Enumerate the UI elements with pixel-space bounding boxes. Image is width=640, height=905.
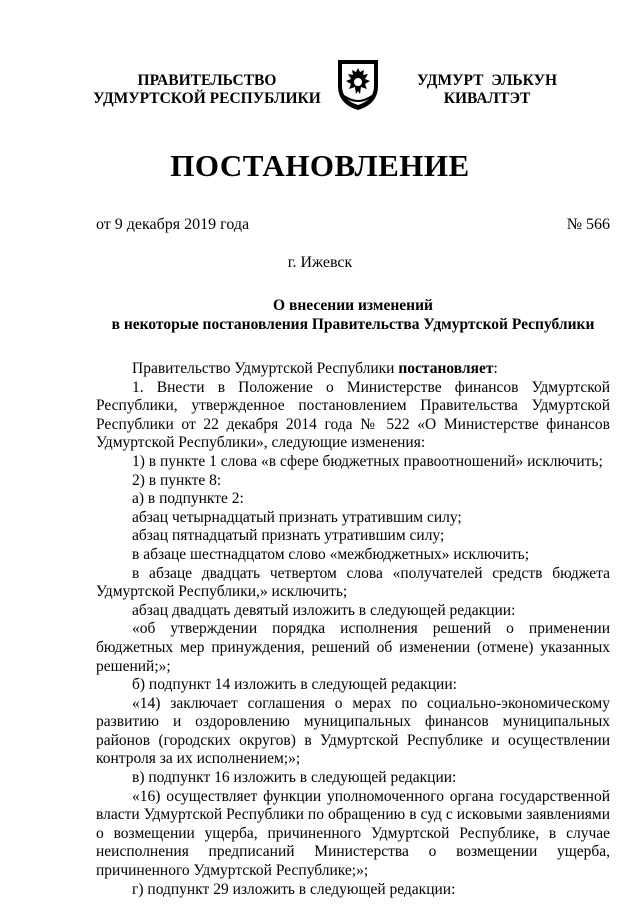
document-subject	[96, 296, 610, 334]
body-paragraph: абзац четырнадцатый признать утратившим силу;	[132, 508, 462, 526]
body-paragraph: в) подпункт 16 изложить в следующей редакции:	[132, 769, 457, 787]
document-number: № 566	[566, 216, 610, 233]
government-name-line-2: УДМУРТСКОЙ РЕСПУБЛИКИ	[93, 90, 321, 107]
body-paragraph: в абзаце двадцать четвертом слова «получателей средств бюджета Удмуртской Республики,» исключить;	[96, 564, 610, 601]
government-name-udmurt	[404, 72, 570, 108]
document-date: от 9 декабря 2019 года	[96, 216, 250, 233]
subject-line-2: в некоторые постановления Правительства Удмуртской Республики	[111, 316, 595, 333]
government-name-russian	[62, 72, 352, 108]
government-name-line-1: ПРАВИТЕЛЬСТВО	[137, 72, 277, 89]
subject-line-1: О внесении изменений	[273, 297, 433, 314]
body-paragraph: в абзаце шестнадцатом слово «межбюджетных» исключить;	[132, 545, 530, 563]
body-paragraph: 2) в пункте 8:	[132, 471, 222, 489]
government-name-udmurt-line-1: УДМУРТ ЭЛЬКУН	[416, 72, 558, 89]
preamble-colon: :	[493, 360, 498, 377]
preamble-text: Правительство Удмуртской Республики	[132, 360, 399, 377]
document-city: г. Ижевск	[287, 254, 353, 271]
body-paragraph: а) в подпункте 2:	[132, 490, 244, 508]
document-body	[96, 360, 610, 899]
body-paragraph: «об утверждении порядка исполнения решений о применении бюджетных мер принуждения, решений об изменении (отмене) указанных решений;»;	[96, 620, 610, 675]
body-paragraph: б) подпункт 14 изложить в следующей редакции:	[132, 676, 457, 694]
udmurt-coat-of-arms-icon	[334, 56, 382, 112]
body-paragraph: абзац двадцать девятый изложить в следующей редакции:	[132, 601, 516, 619]
body-paragraph: 1) в пункте 1 слова «в сфере бюджетных правоотношений» исключить;	[132, 452, 603, 470]
body-paragraph: «16) осуществляет функции уполномоченного органа государственной власти Удмуртской Республики по обращению в суд с исковыми заявлениями о возмещении ущерба, причиненного Удмуртской Республике, в случае неисполнения предписаний Министерства о возмещении ущерба, причиненного Удмуртской Республике;»;	[96, 787, 610, 880]
body-paragraph: 1. Внести в Положение о Министерстве финансов Удмуртской Республики, утвержденное постановлением Правительства Удмуртской Республики от 22 декабря 2014 года № 522 «О Министерстве финансов Удмуртской Республики», следующие изменения:	[96, 378, 610, 452]
preamble-bold-verb: постановляет	[398, 360, 494, 377]
document-title: ПОСТАНОВЛЕНИЕ	[170, 148, 470, 183]
body-paragraph: г) подпункт 29 изложить в следующей редакции:	[132, 880, 456, 898]
body-paragraph: абзац пятнадцатый признать утратившим силу;	[132, 527, 445, 545]
preamble-paragraph	[96, 360, 610, 379]
government-name-udmurt-line-2: КИВАЛТЭТ	[443, 90, 531, 107]
body-paragraph: «14) заключает соглашения о мерах по социально-экономическому развитию и оздоровлению муниципальных финансов муниципальных районов (городских округов) в Удмуртской Республике и осуществлении контроля за их исполнением;»;	[96, 694, 610, 768]
